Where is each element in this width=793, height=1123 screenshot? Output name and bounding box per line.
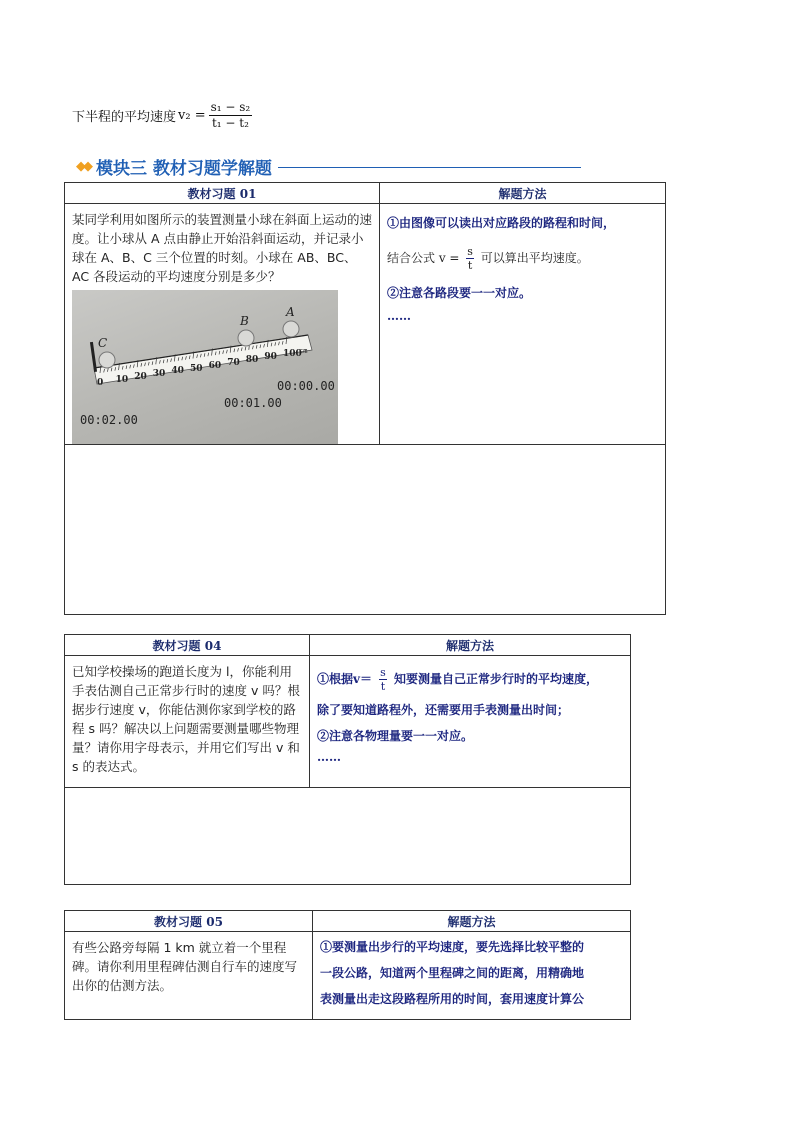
method-04-line-2: 除了要知道路程外，还需要用手表测量出时间； xyxy=(317,703,570,717)
problem-05-method-title: 解题方法 xyxy=(313,911,631,932)
ruler-unit-label: cm xyxy=(299,347,308,355)
problem-05-table xyxy=(64,910,631,1020)
problem-01-title: 教材习题 01 xyxy=(65,183,380,204)
method-04-frac-num: s xyxy=(380,666,386,679)
ruler-tick-label: 70 xyxy=(227,357,240,368)
problem-01-method-title: 解题方法 xyxy=(380,183,666,204)
section-heading xyxy=(76,154,581,179)
problem-01-table xyxy=(64,182,666,615)
method-01-line-2-pre: 结合公式 v = xyxy=(387,251,460,265)
incline-ball-photo xyxy=(72,290,338,444)
problem-05-method xyxy=(313,932,631,1020)
time-b: 00:01.00 xyxy=(224,396,282,410)
problem-05-title: 教材习题 05 xyxy=(65,911,313,932)
method-04-fraction xyxy=(379,666,387,693)
formula-numerator: s₁ − s₂ xyxy=(210,100,251,114)
ruler-tick-label: 40 xyxy=(171,366,184,377)
problem-04-method-title: 解题方法 xyxy=(310,635,631,656)
ruler-tick-label: 0 xyxy=(97,378,104,388)
ruler-tick-label: 90 xyxy=(264,351,277,362)
average-speed-formula xyxy=(72,100,252,131)
method-01-line-2 xyxy=(387,245,658,272)
method-05-line-2: 一段公路，知道两个里程碑之间的距离，用精确地 xyxy=(320,966,585,980)
problem-04-table xyxy=(64,634,631,885)
ball-label-a: A xyxy=(286,305,295,319)
problem-05-question: 有些公路旁每隔 1 km 就立着一个里程碑。请你利用里程碑估测自行车的速度写出你的估测方法。 xyxy=(65,932,313,1020)
section-title: 模块三 教材习题学解题 xyxy=(96,159,272,179)
ruler-tick-label: 20 xyxy=(134,372,147,383)
formula-fraction xyxy=(209,100,253,131)
section-rule xyxy=(278,167,581,168)
time-a: 00:00.00 xyxy=(277,379,335,393)
ball-label-b: B xyxy=(240,314,249,328)
formula-lhs: v₂ = xyxy=(178,108,206,123)
problem-01-answer-area[interactable] xyxy=(65,445,666,615)
method-01-frac-den: t xyxy=(467,259,473,272)
ruler-tick-label: 30 xyxy=(152,369,166,380)
ruler-tick-label: 80 xyxy=(245,354,259,365)
method-01-line-1: ①由图像可以读出对应路段的路程和时间， xyxy=(387,216,616,230)
ruler-tick-label: 100 xyxy=(283,349,302,359)
ball-label-c: C xyxy=(98,336,108,350)
problem-04-answer-area[interactable] xyxy=(65,788,631,885)
diamond-bullet-icon: ◆◆ xyxy=(76,159,90,174)
problem-01-question-cell xyxy=(65,204,380,445)
method-01-frac-num: s xyxy=(467,245,473,258)
problem-01-method xyxy=(380,204,666,445)
method-01-line-4: …… xyxy=(387,309,411,323)
method-04-frac-den: t xyxy=(380,680,386,693)
formula-prefix: 下半程的平均速度 xyxy=(72,110,177,125)
formula-denominator: t₁ − t₂ xyxy=(211,116,249,130)
method-01-fraction xyxy=(466,245,474,272)
method-04-line-1-pre: ①根据v＝ xyxy=(317,672,372,686)
problem-04-title: 教材习题 04 xyxy=(65,635,310,656)
problem-01-question: 某同学利用如图所示的装置测量小球在斜面上运动的速度。让小球从 A 点由静止开始沿斜面运动，并记录小球在 A、B、C 三个位置的时刻。小球在 AB、BC、AC 各段运动的平均速度分别是多少？ xyxy=(72,212,373,284)
problem-04-method xyxy=(310,656,631,788)
method-04-line-3: ②注意各物理量要一一对应。 xyxy=(317,729,474,743)
time-c: 00:02.00 xyxy=(80,413,138,427)
method-05-line-1: ①要测量出步行的平均速度，要先选择比较平整的 xyxy=(320,940,585,954)
ruler-tick-label: 10 xyxy=(115,375,129,386)
method-01-line-3: ②注意各路段要一一对应。 xyxy=(387,286,532,300)
ruler-tick-label: 50 xyxy=(190,363,203,374)
method-04-line-1 xyxy=(317,666,623,693)
method-05-line-3: 表测量出走这段路程所用的时间，套用速度计算公 xyxy=(320,992,585,1006)
method-04-line-1-post: 知要测量自己正常步行时的平均速度， xyxy=(394,672,599,686)
method-04-line-4: …… xyxy=(317,750,341,764)
problem-04-question: 已知学校操场的跑道长度为 l，你能利用手表估测自己正常步行时的速度 v 吗？根据步行速度 v，你能估测你家到学校的路程 s 吗？解决以上问题需要测量哪些物理量？请你用字母表示，并用它们写出 v 和 s 的表达式。 xyxy=(65,656,310,788)
method-01-line-2-post: 可以算出平均速度。 xyxy=(480,251,589,265)
ruler-tick-label: 60 xyxy=(208,360,222,371)
